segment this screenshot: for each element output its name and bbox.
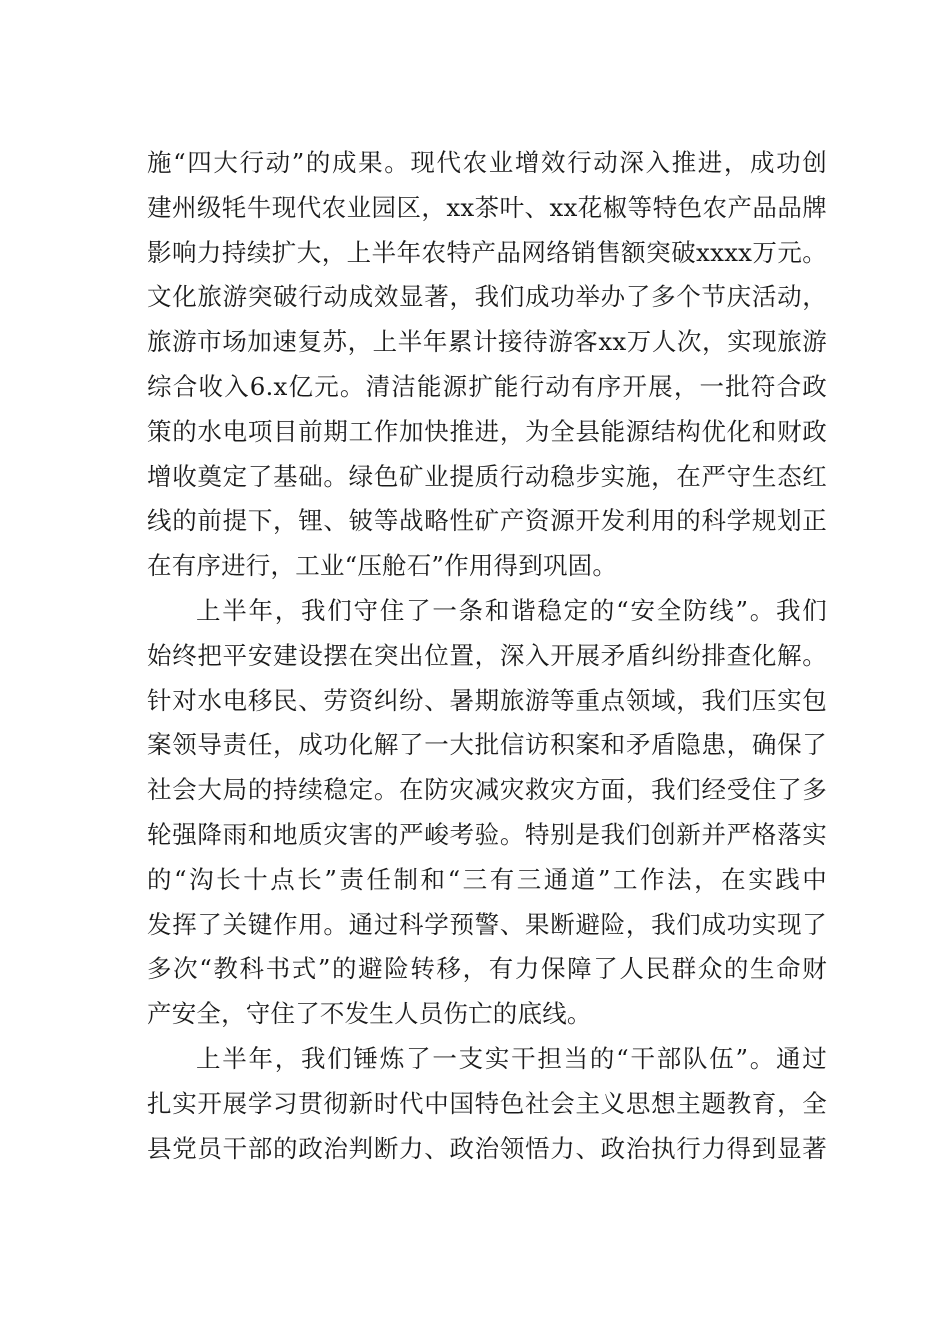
p1-line-3: 影响力持续扩大，上半年农特产品网络销售额突破xxxx万元。 — [147, 237, 827, 267]
p1-line-2: 建州级牦牛现代农业园区，xx茶叶、xx花椒等特色农产品品牌 — [147, 192, 827, 222]
p2-line-5: 社会大局的持续稳定。在防灾减灾救灾方面，我们经受住了多 — [147, 775, 827, 805]
p1-line-5: 旅游市场加速复苏，上半年累计接待游客xx万人次，实现旅游 — [147, 327, 827, 357]
p3-line-3: 县党员干部的政治判断力、政治领悟力、政治执行力得到显著 — [147, 1133, 827, 1163]
p2-line-2: 始终把平安建设摆在突出位置，深入开展矛盾纠纷排查化解。 — [147, 640, 827, 670]
p1-line-7: 策的水电项目前期工作加快推进，为全县能源结构优化和财政 — [147, 416, 827, 446]
document-body — [147, 141, 827, 1171]
p2-line-10: 产安全，守住了不发生人员伤亡的底线。 — [147, 999, 592, 1029]
p2-line-7: 的“沟长十点长”责任制和“三有三通道”工作法，在实践中 — [147, 864, 827, 894]
p3-line-2: 扎实开展学习贯彻新时代中国特色社会主义思想主题教育，全 — [147, 1088, 827, 1118]
p1-line-4: 文化旅游突破行动成效显著，我们成功举办了多个节庆活动， — [147, 282, 827, 312]
p1-line-10: 在有序进行，工业“压舱石”作用得到巩固。 — [147, 551, 618, 581]
p1-line-8: 增收奠定了基础。绿色矿业提质行动稳步实施，在严守生态红 — [147, 461, 827, 491]
p2-line-3: 针对水电移民、劳资纠纷、暑期旅游等重点领域，我们压实包 — [147, 685, 827, 715]
p2-line-1: 上半年，我们守住了一条和谐稳定的“安全防线”。我们 — [196, 595, 827, 625]
p1-line-9: 线的前提下，锂、铍等战略性矿产资源开发利用的科学规划正 — [147, 506, 827, 536]
p1-line-6: 综合收入6.x亿元。清洁能源扩能行动有序开展，一批符合政 — [147, 371, 827, 401]
p2-line-9: 多次“教科书式”的避险转移，有力保障了人民群众的生命财 — [147, 954, 827, 984]
p3-line-1: 上半年，我们锤炼了一支实干担当的“干部队伍”。通过 — [196, 1043, 827, 1073]
p1-line-1: 施“四大行动”的成果。现代农业增效行动深入推进，成功创 — [147, 148, 827, 177]
p2-line-8: 发挥了关键作用。通过科学预警、果断避险，我们成功实现了 — [147, 909, 827, 939]
p2-line-6: 轮强降雨和地质灾害的严峻考验。特别是我们创新并严格落实 — [147, 819, 827, 849]
p2-line-4: 案领导责任，成功化解了一大批信访积案和矛盾隐患，确保了 — [147, 730, 827, 760]
